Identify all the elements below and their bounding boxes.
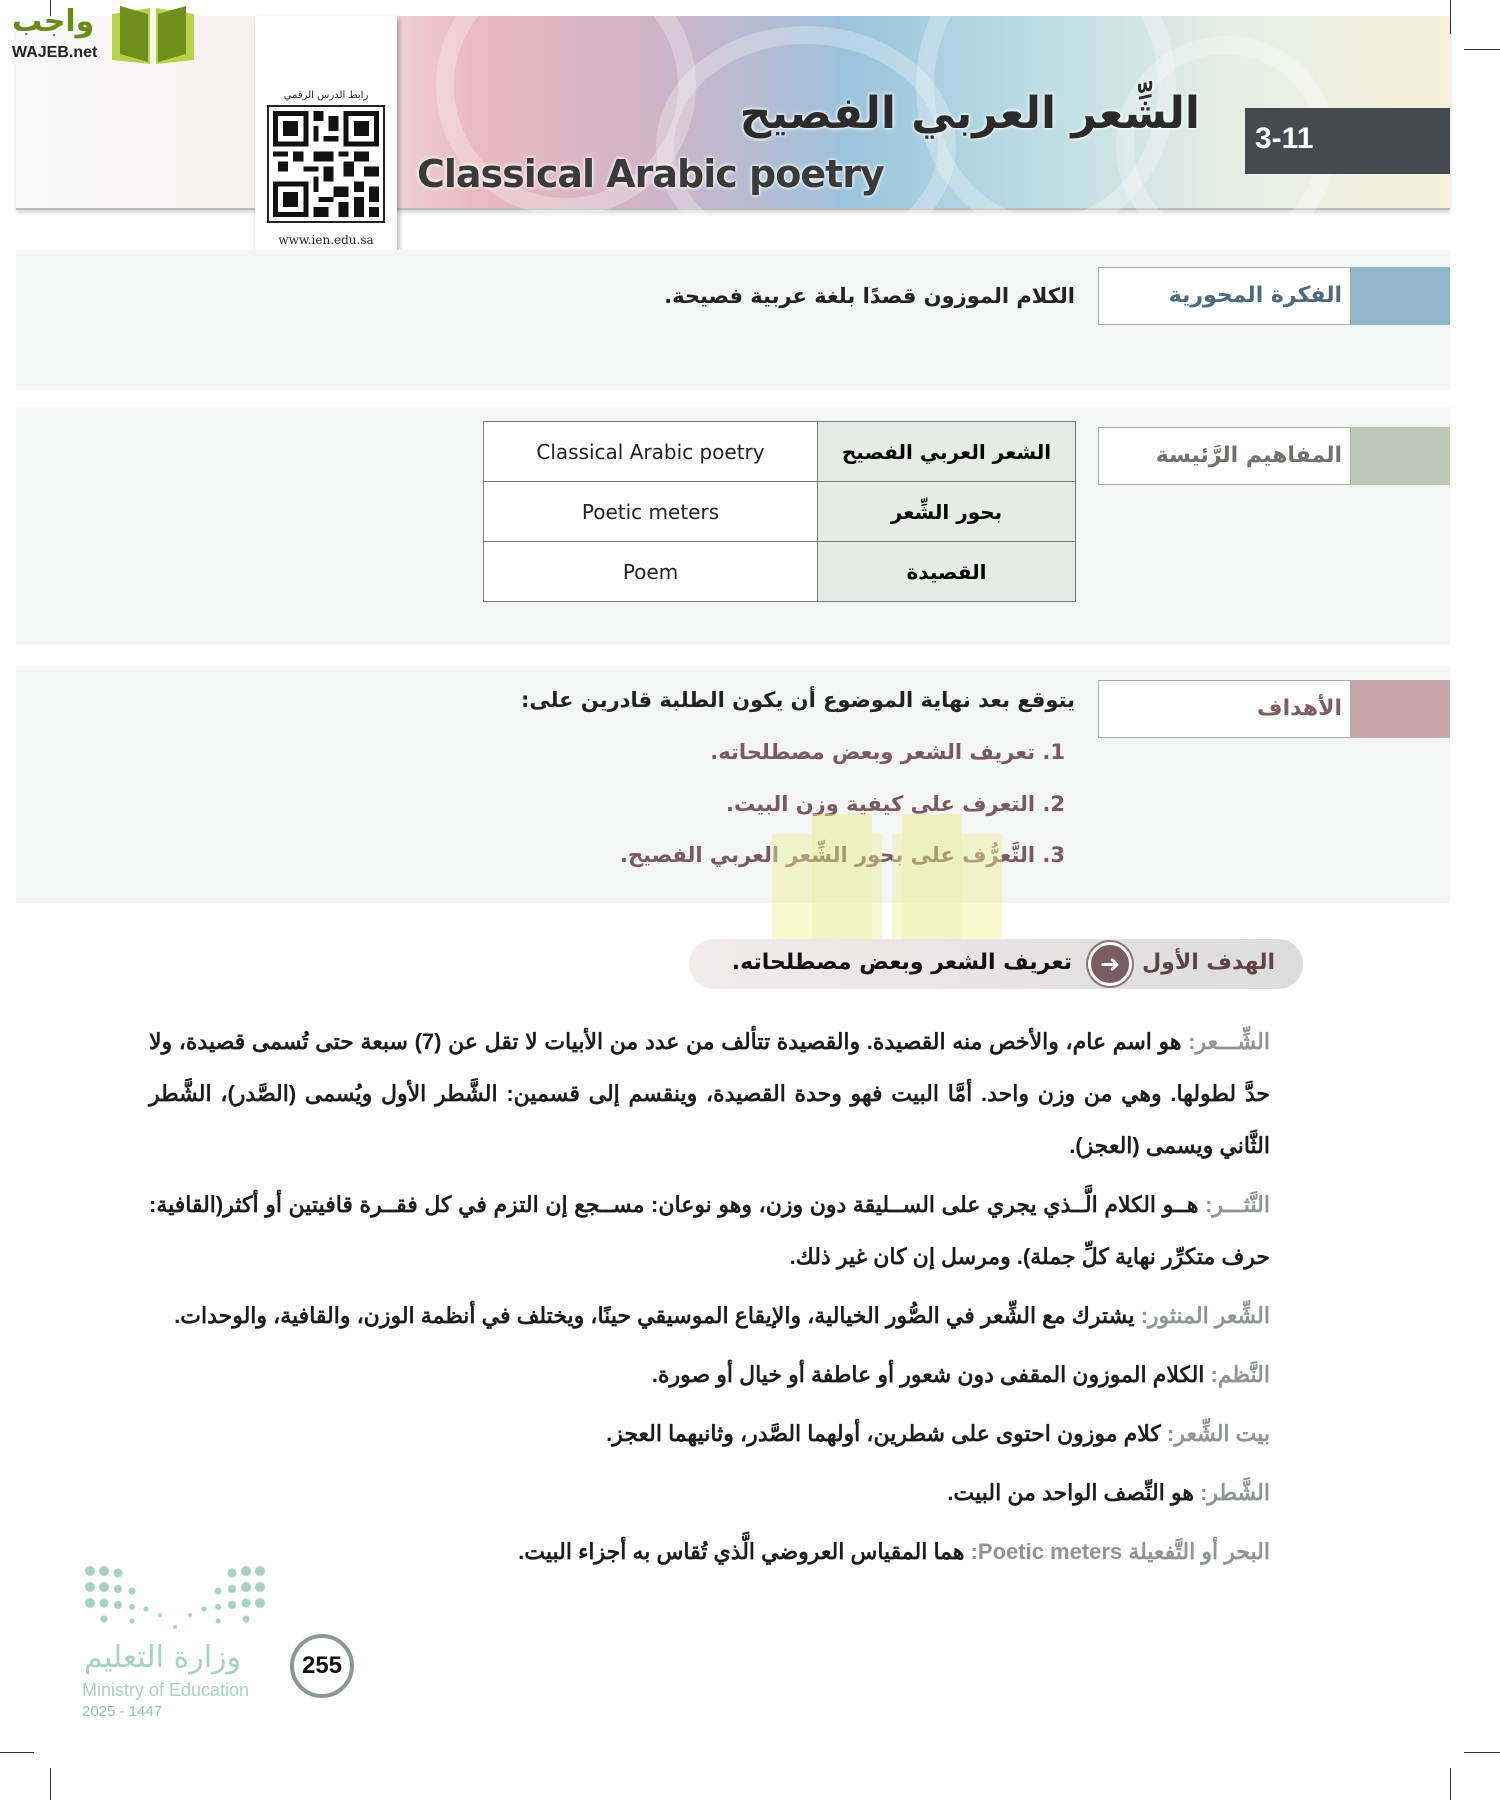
arrow-left-icon: ➜ xyxy=(1088,942,1132,986)
table-row xyxy=(484,482,1076,542)
definition-text: هــو الكلام الَّــذي يجري على الســليقة دون وزن، وهو نوعان: مســجع إن التزم في كل فقــرة قافيتين أو أكثر(القافية: حرف متكرِّر نهاية كلِّ جملة). ومرسل إن كان غير ذلك. xyxy=(149,1192,1270,1269)
definition-term: البحر أو التَّفعيلة Poetic meters: xyxy=(970,1539,1270,1564)
crop-mark xyxy=(1464,1752,1500,1753)
ministry-logo-dots-icon xyxy=(84,1565,266,1635)
ministry-name-arabic: وزارة التعليم xyxy=(84,1640,242,1675)
lesson-title-arabic: الشِّعر العربي الفصيح xyxy=(739,88,1200,139)
definition-term: الشَّطر: xyxy=(1200,1480,1270,1505)
definition-paragraph xyxy=(149,1016,1270,1172)
definition-paragraph xyxy=(149,1526,1270,1578)
key-concepts-table xyxy=(483,421,1076,602)
concept-arabic: الشعر العربي الفصيح xyxy=(818,422,1076,482)
concept-english: Classical Arabic poetry xyxy=(484,422,818,482)
objectives-color-tab xyxy=(1351,680,1450,738)
definition-text: الكلام الموزون المقفى دون شعور أو عاطفة أو خيال أو صورة. xyxy=(651,1362,1211,1387)
definition-term: النَّثـــر: xyxy=(1205,1192,1270,1217)
core-idea-color-tab xyxy=(1351,267,1450,325)
core-idea-label: الفكرة المحورية xyxy=(1098,267,1351,325)
definition-term: بيت الشِّعر: xyxy=(1167,1421,1270,1446)
crop-mark xyxy=(1450,0,1451,34)
footer-year: 2025 - 1447 xyxy=(82,1703,163,1720)
goal-text: تعريف الشعر وبعض مصطلحاته. xyxy=(731,950,1072,975)
objective-item: 1. تعريف الشعر وبعض مصطلحاته. xyxy=(710,740,1065,764)
key-concepts-color-tab xyxy=(1351,427,1450,485)
ministry-name-english: Ministry of Education xyxy=(82,1680,250,1700)
table-row xyxy=(484,422,1076,482)
concept-english: Poetic meters xyxy=(484,482,818,542)
qr-code-icon[interactable] xyxy=(267,105,385,223)
core-idea-text: الكلام الموزون قصدًا بلغة عربية فصيحة. xyxy=(664,284,1075,308)
crop-mark xyxy=(1450,1768,1451,1800)
definition-term: الشِّـــعر: xyxy=(1188,1029,1270,1054)
definition-text: كلام موزون احتوى على شطرين، أولهما الصَّدر، وثانيهما العجز. xyxy=(606,1421,1167,1446)
definition-term: الشِّعر المنثور: xyxy=(1140,1303,1270,1328)
definitions-body xyxy=(149,1016,1270,1585)
concept-arabic: بحور الشِّعر xyxy=(818,482,1076,542)
definition-paragraph xyxy=(149,1467,1270,1519)
objectives-intro: يتوقع بعد نهاية الموضوع أن يكون الطلبة قادرين على: xyxy=(520,688,1075,712)
definition-text: هو اسم عام، والأخص منه القصيدة. والقصيدة تتألف من عدد من الأبيات لا تقل عن (7) سبعة حتى تُسمى قصيدة، ولا حدَّ لطولها. وهي من وزن واحد. أمَّا البيت فهو وحدة القصيدة، وينقسم إلى قسمين: الشَّطر الأول ويُسمى (الصَّدر)، الشَّطر الثَّاني ويسمى (العجز). xyxy=(149,1029,1270,1158)
definition-paragraph xyxy=(149,1349,1270,1401)
qr-card[interactable] xyxy=(255,16,397,255)
table-row xyxy=(484,542,1076,602)
objective-item: 2. التعرف على كيفية وزن البيت. xyxy=(726,792,1065,816)
crop-mark xyxy=(50,1768,51,1800)
concept-arabic: القصيدة xyxy=(818,542,1076,602)
definition-term: النَّظم: xyxy=(1210,1362,1270,1387)
crop-mark xyxy=(1464,49,1500,50)
book-icon xyxy=(108,4,198,66)
definition-text: هو النِّصف الواحد من البيت. xyxy=(947,1480,1201,1505)
key-concepts-label: المفاهيم الرَّئيسة xyxy=(1098,427,1351,485)
lesson-number-badge: 3-11 xyxy=(1245,108,1450,174)
definition-text: يشترك مع الشِّعر في الصُّور الخيالية، والإيقاع الموسيقي حينًا، ويختلف في أنظمة الوزن، والقافية، والوحدات. xyxy=(174,1303,1141,1328)
crop-mark xyxy=(0,1752,34,1753)
lesson-title-english: Classical Arabic poetry xyxy=(417,152,884,196)
logo-text-arabic: واجب xyxy=(12,4,95,39)
goal-label: الهدف الأول xyxy=(1142,950,1275,975)
page-number: 255 xyxy=(290,1634,354,1698)
definition-text: هما المقياس العروضي الَّذي تُقاس به أجزاء البيت. xyxy=(518,1539,971,1564)
qr-caption: رابط الدرس الرقمي xyxy=(283,90,369,101)
logo-text-english: WAJEB.net xyxy=(12,44,98,61)
definition-paragraph xyxy=(149,1408,1270,1460)
definition-paragraph xyxy=(149,1179,1270,1283)
wajeb-logo xyxy=(10,4,190,66)
concept-english: Poem xyxy=(484,542,818,602)
objectives-label: الأهداف xyxy=(1098,680,1351,738)
definition-paragraph xyxy=(149,1290,1270,1342)
objective-item: 3. التَّعرُّف على بحور الشِّعر العربي الفصيح. xyxy=(620,843,1065,867)
qr-url[interactable]: www.ien.edu.sa xyxy=(278,233,374,247)
